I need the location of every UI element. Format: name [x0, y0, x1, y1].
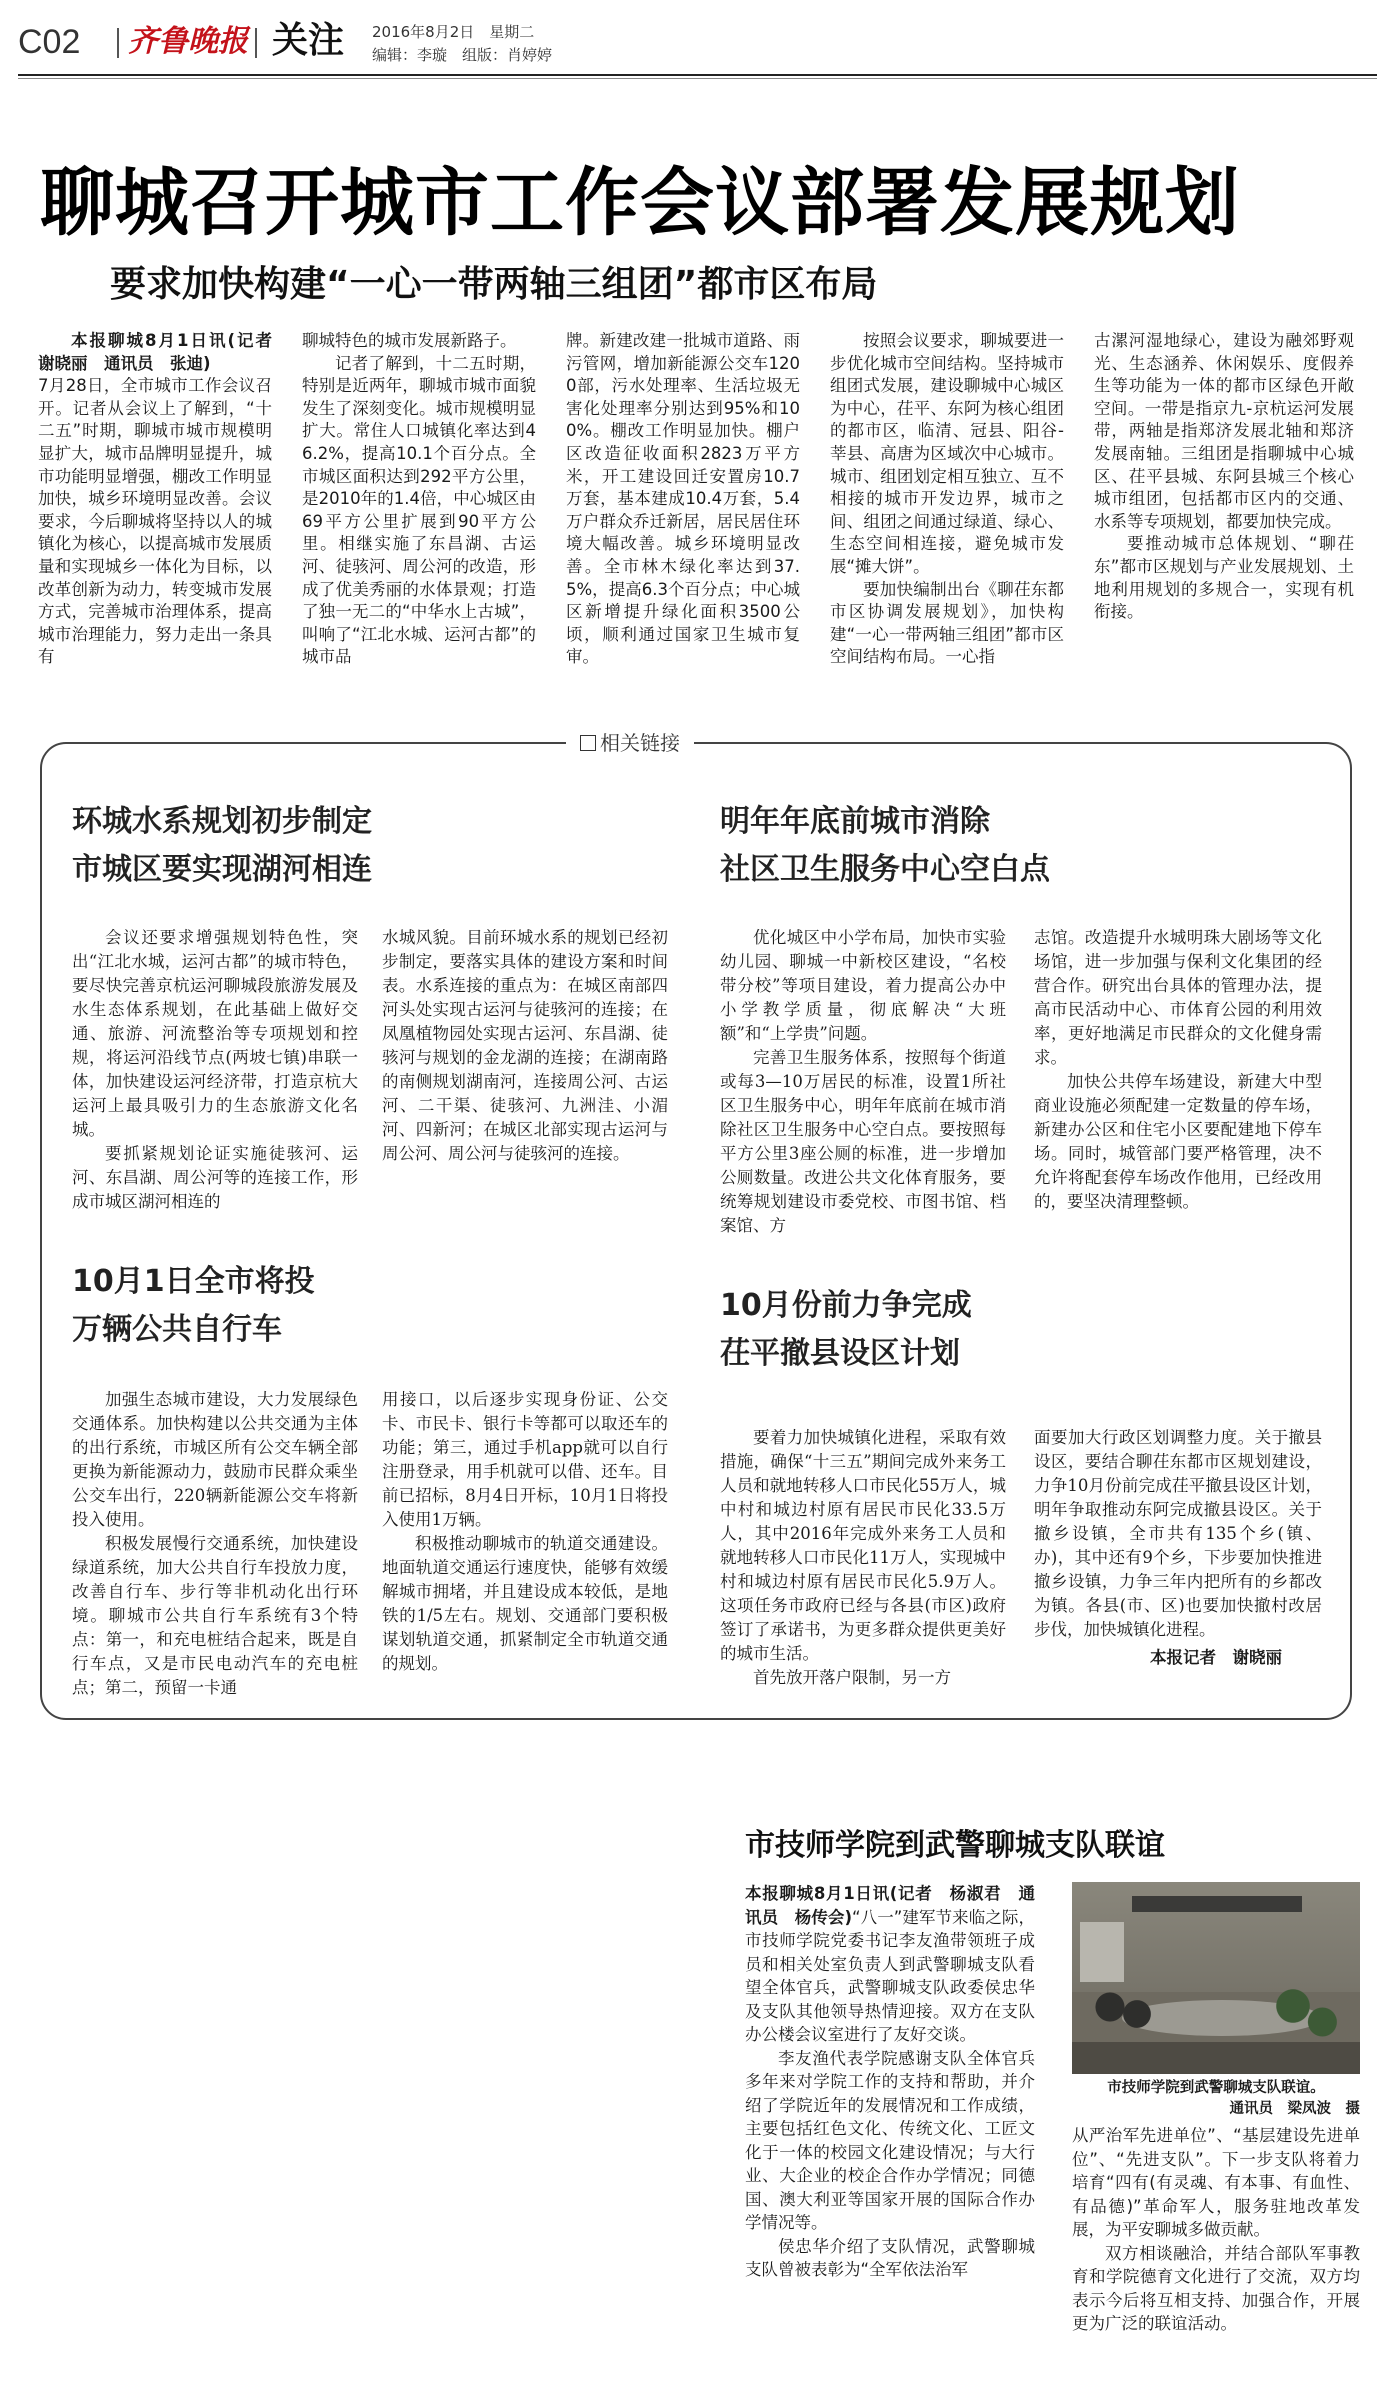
second-col2-para-2: 双方相谈融洽，并结合部队军事教育和学院德育文化进行了交流，双方均表示今后将互相支持、加强合作，开展更为广泛的联谊活动。: [1072, 2243, 1360, 2333]
weekday-text: 星期二: [489, 23, 535, 41]
box1-colA-para-1: 会议还要求增强规划特色性，突出“江北水城，运河古都”的城市特色，要尽快完善京杭运河聊城段旅游发展及水生态体系规划，在此基础上做好交通、旅游、河流整治等专项规划和控规，将运河沿线节点(两坡七镇)串联一体，加快建设运河经济带，打造京杭大运河上最具吸引力的生态旅游文化名城。: [72, 928, 358, 1139]
box2-colA-para-2: 完善卫生服务体系，按照每个街道或每3—10万居民的标准，设置1所社区卫生服务中心，明年年底前在城市消除社区卫生服务中心空白点。要按照每平方公里3座公厕的标准，进一步增加公厕数量。改进公共文化体育服务，要统筹规划建设市委党校、市图书馆、档案馆、方: [720, 1048, 1006, 1235]
header-editors: 编辑：李璇 组版：肖婷婷: [372, 46, 553, 64]
news-photo: [1072, 1882, 1360, 2074]
second-col1-para-2: 李友渔代表学院感谢支队全体官兵多年来对学院工作的支持和帮助，并介绍了学院近年的发展情况和工作成绩，主要包括红色文化、传统文化、工匠文化于一体的校园文化建设情况；与大行业、大企业的校企合作办学情况；同德国、澳大利亚等国家开展的国际合作办学情况等。: [745, 2048, 1035, 2232]
related-label-text: 相关链接: [600, 731, 680, 755]
main-col2-para-2: 记者了解到，十二五时期，特别是近两年，聊城市城市面貌发生了深刻变化。城市规模明显扩大。常住人口城镇化率达到46.2%，提高10.1个百分点。全市城区面积达到292平方公里，是2010年的1.4倍，中心城区由69平方公里扩展到90平方公里。相继实施了东昌湖、古运河、徒骇河、周公河的改造，形成了优美秀丽的水体景观；打造了独一无二的“中华水上古城”，叫响了“江北水城、运河古都”的城市品: [302, 353, 536, 667]
masthead-logo: 齐鲁晚报: [128, 24, 248, 59]
photo-banner: [1132, 1896, 1302, 1912]
second-col-1: [745, 1882, 1035, 2282]
date-text: 2016年8月2日: [372, 23, 475, 41]
photo-caption: [1072, 2078, 1360, 2120]
header-date: [372, 22, 534, 42]
related-label: [566, 730, 694, 756]
main-col3-para-1: 牌。新建改建一批城市道路、雨污管网，增加新能源公交车1200部，污水处理率、生活垃圾无害化处理率分别达到95%和100%。棚改工作明显加快。棚户区改造征收面积2823万平方米，开工建设回迁安置房10.7万套，基本建成10.4万套，5.4万户群众乔迁新居，居民居住环境大幅改善。城乡环境明显改善。全市林木绿化率达到37.5%，提高6.3个百分点；中心城区新增提升绿化面积3500公顷，顺利通过国家卫生城市复审。: [566, 331, 800, 667]
main-col-5: [1094, 330, 1354, 624]
box3-colA-para-2: 积极发展慢行交通系统，加快建设绿道系统，加大公共自行车投放力度，改善自行车、步行等非机动化出行环境。聊城市公共自行车系统有3个特点：第一，和充电桩结合起来，既是自行车点，又是市民电动汽车的充电桩点；第二，预留一卡通: [72, 1534, 358, 1697]
box4-title-line2: 茌平撤县设区计划: [720, 1336, 960, 1371]
box1-title-line1: 环城水系规划初步制定: [72, 804, 372, 839]
box1-col-a: [72, 926, 358, 1214]
box1-colB-para-1: 水城风貌。目前环城水系的规划已经初步制定，要落实具体的建设方案和时间表。水系连接的重点为：在城区南部四河头处实现古运河与徒骇河的连接；在凤凰植物园处实现古运河、东昌湖、徒骇河与规划的金龙湖的连接；在湖南路的南侧规划湖南河，连接周公河、古运河、二干渠、徒骇河、九洲洼、小湄河、四新河；在城区北部实现古运河与周公河、周公河与徒骇河的连接。: [382, 928, 668, 1163]
document-icon: [580, 735, 596, 751]
box3-title: [72, 1258, 672, 1354]
box3-colB-para-2: 积极推动聊城市的轨道交通建设。地面轨道交通运行速度快，能够有效缓解城市拥堵，并且建设成本较低，是地铁的1/5左右。规划、交通部门要积极谋划轨道交通，抓紧制定全市轨道交通的规划。: [382, 1534, 668, 1673]
header-rule-thin: [18, 78, 1377, 79]
box4-colA-para-1: 要着力加快城镇化进程，采取有效措施，确保“十三五”期间完成外来务工人员和就地转移人口市民化55万人，城中村和城边村原有居民市民化33.5万人，其中2016年完成外来务工人员和就地转移人口市民化11万人，实现城中村和城边村原有居民市民化5.9万人。这项任务市政府已经与各县(市区)政府签订了承诺书，为更多群众提供更美好的城市生活。: [720, 1428, 1006, 1663]
box2-title: [720, 798, 1320, 894]
photo-caption-line1: 市技师学院到武警聊城支队联谊。: [1107, 2080, 1325, 2096]
box2-col-b: [1034, 926, 1322, 1214]
main-headline: 聊城召开城市工作会议部署发展规划: [40, 160, 1240, 246]
photo-window: [1080, 1922, 1124, 1982]
box2-title-line1: 明年年底前城市消除: [720, 804, 990, 839]
main-col-3: [566, 330, 800, 669]
box4-signature: 本报记者 谢晓丽: [1150, 1648, 1282, 1667]
box4-col-b: [1034, 1426, 1322, 1670]
second-col1-para-1: “八一”建军节来临之际，市技师学院党委书记李友渔带领班子成员和相关处室负责人到武警聊城支队看望全体官兵，武警聊城支队政委侯忠华及支队其他领导热情迎接。双方在支队办公楼会议室进行了友好交谈。: [745, 1907, 1035, 2044]
box3-colB-para-1: 用接口，以后逐步实现身份证、公交卡、市民卡、银行卡等都可以取还车的功能；第三，通过手机app就可以自行注册登录，用手机就可以借、还车。目前已招标，8月4日开标，10月1日将投入使用1万辆。: [382, 1390, 668, 1529]
header-divider-2: [255, 28, 257, 58]
box4-col-a: [720, 1426, 1006, 1690]
main-col-2: [302, 330, 536, 669]
main-col-4: [830, 330, 1064, 669]
box4-colB-para-1: 面要加大行政区划调整力度。关于撤县设区，要结合聊茌东都市区规划建设，力争10月份前完成茌平撤县设区计划，明年争取推动东阿完成撤县设区。关于撤乡设镇，全市共有135个乡(镇、办)，其中还有9个乡，下步要加快推进撤乡设镇，力争三年内把所有的乡都改为镇。各县(市、区)也要加快撤村改居步伐，加快城镇化进程。: [1034, 1428, 1322, 1639]
box3-title-line2: 万辆公共自行车: [72, 1312, 282, 1347]
box4-title: [720, 1282, 1320, 1378]
main-byline: 本报聊城8月1日讯(记者 谢晓丽 通讯员 张迪): [38, 331, 289, 373]
photo-caption-line2: 通讯员 梁凤波 摄: [1229, 2101, 1360, 2117]
main-col1-para-1: 7月28日，全市城市工作会议召开。记者从会议上了解到，“十二五”时期，聊城市城市规模明显扩大，城市品牌明显提升，城市功能明显增强，棚改工作明显加快，城乡环境明显改善。会议要求，今后聊城将坚持以人的城镇化为核心，以提高城市发展质量和实现城乡一体化为目标，以改革创新为动力，转变城市发展方式，完善城市治理体系，提高城市治理能力，努力走出一条具有: [38, 376, 272, 667]
header-rule: [18, 74, 1377, 76]
main-col5-para-2: 要推动城市总体规划、“聊茌东”都市区规划与产业发展规划、土地利用规划的多规合一，实现有机衔接。: [1094, 534, 1354, 622]
section-title: 关注: [272, 20, 345, 61]
header-divider-1: [117, 28, 119, 58]
main-col4-para-1: 按照会议要求，聊城要进一步优化城市空间结构。坚持城市组团式发展，建设聊城中心城区为中心，茌平、东阿为核心组团的都市区，临清、冠县、阳谷-莘县、高唐为区域次中心城市。城市、组团划定相互独立、互不相接的城市开发边界，城市之间、组团之间通过绿道、绿心、生态空间相连接，避免城市发展“摊大饼”。: [830, 331, 1064, 576]
box3-col-a: [72, 1388, 358, 1700]
box2-colA-para-1: 优化城区中小学布局，加快市实验幼儿园、聊城一中新校区建设，“名校带分校”等项目建设，着力提高公办中小学教学质量，彻底解决“大班额”和“上学贵”问题。: [720, 928, 1006, 1043]
main-col2-para-1: 聊城特色的城市发展新路子。: [302, 331, 517, 350]
page-number: C02: [18, 23, 81, 61]
box2-colB-para-1: 志馆。改造提升水城明珠大剧场等文化场馆，进一步加强与保利文化集团的经营合作。研究出台具体的管理办法，提高市民活动中心、市体育公园的利用效率，更好地满足市民群众的文化健身需求。: [1034, 928, 1322, 1067]
main-col-1: [38, 330, 289, 669]
box3-col-b: [382, 1388, 668, 1676]
box4-title-line1: 10月份前力争完成: [720, 1288, 972, 1323]
box3-title-line1: 10月1日全市将投: [72, 1264, 315, 1299]
box1-title-line2: 市城区要实现湖河相连: [72, 852, 372, 887]
box4-colA-para-2: 首先放开落户限制，另一方: [753, 1668, 951, 1687]
photo-floor: [1072, 2042, 1360, 2074]
box1-title: [72, 798, 672, 894]
box2-colB-para-2: 加快公共停车场建设，新建大中型商业设施必须配建一定数量的停车场，新建办公区和住宅小区要配建地下停车场。同时，城管部门要严格管理，决不允许将配套停车场改作他用，已经改用的，要坚决清理整顿。: [1034, 1072, 1322, 1211]
main-col5-para-1: 古漯河湿地绿心，建设为融郊野观光、生态涵养、休闲娱乐、度假养生等功能为一体的都市区绿色开敞空间。一带是指京九-京杭运河发展带，两轴是指郑济发展北轴和郑济发展南轴。三组团是指聊城中心城区、茌平县城、东阿县城三个核心城市组团，包括都市区内的交通、水系等专项规划，都要加快完成。: [1094, 331, 1354, 531]
box2-title-line2: 社区卫生服务中心空白点: [720, 852, 1050, 887]
box1-col-b: [382, 926, 668, 1166]
second-col1-para-3: 侯忠华介绍了支队情况，武警聊城支队曾被表彰为“全军依法治军: [745, 2236, 1035, 2279]
main-col4-para-2: 要加快编制出台《聊茌东都市区协调发展规划》，加快构建“一心一带两轴三组团”都市区空间结构布局。一心指: [830, 579, 1064, 667]
second-byline: 本报聊城8月1日讯(记者 杨淑君 通讯员 杨传会): [745, 1884, 1035, 1927]
second-headline: 市技师学院到武警聊城支队联谊: [745, 1828, 1165, 1863]
second-col2-para-1: 从严治军先进单位”、“基层建设先进单位”、“先进支队”。下一步支队将着力培育“四有(有灵魂、有本事、有血性、有品德)”革命军人，服务驻地改革发展，为平安聊城多做贡献。: [1072, 2126, 1360, 2239]
box3-colA-para-1: 加强生态城市建设，大力发展绿色交通体系。加快构建以公共交通为主体的出行系统，市城区所有公交车辆全部更换为新能源动力，鼓励市民群众乘坐公交车出行，220辆新能源公交车将新投入使用。: [72, 1390, 358, 1529]
main-subheadline: 要求加快构建“一心一带两轴三组团”都市区布局: [110, 264, 878, 305]
second-col-2: [1072, 2124, 1360, 2336]
box1-colA-para-2: 要抓紧规划论证实施徒骇河、运河、东昌湖、周公河等的连接工作，形成市城区湖河相连的: [72, 1144, 358, 1211]
box2-col-a: [720, 926, 1006, 1238]
